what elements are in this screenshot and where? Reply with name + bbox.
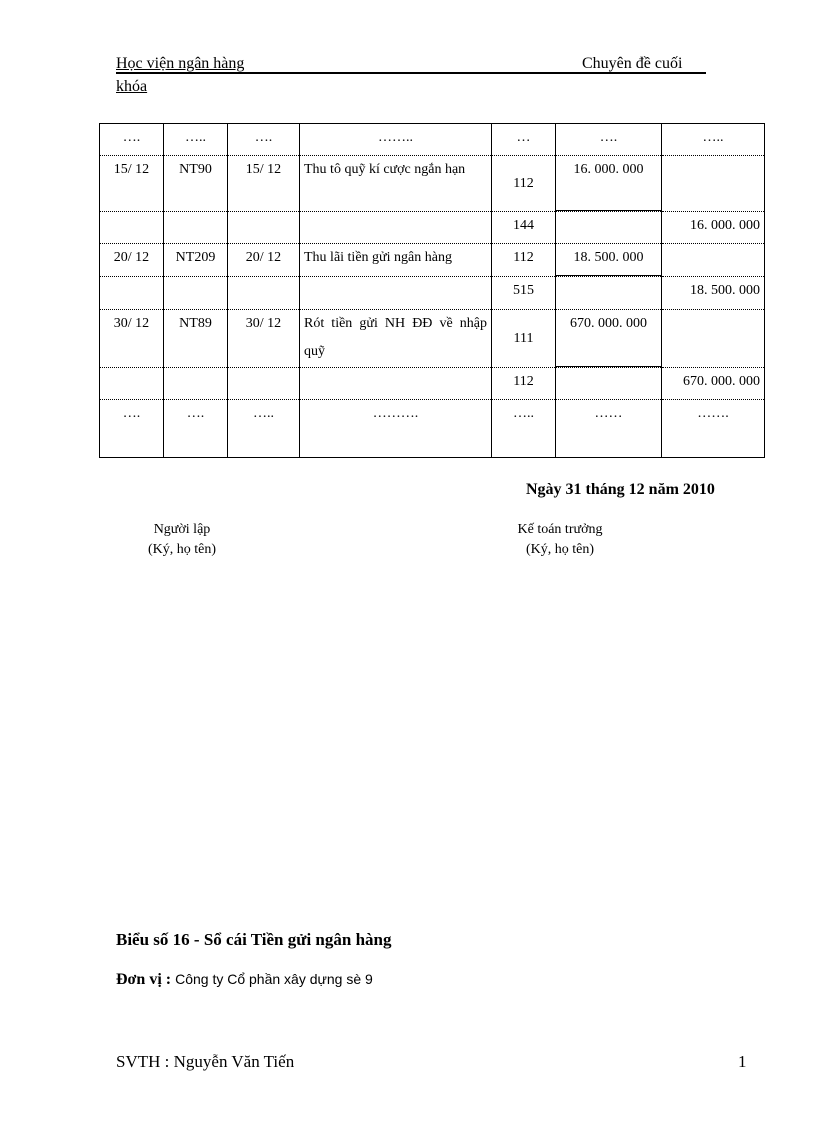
cell-date: 20/ 12 xyxy=(100,244,164,277)
cell-account: … xyxy=(492,124,556,156)
cell-debit xyxy=(556,244,662,277)
cell-debit xyxy=(556,277,662,310)
debit-value: 16. 000. 000 xyxy=(573,162,644,177)
cell-doc-no xyxy=(164,212,228,244)
header-topic-continued: khóa xyxy=(116,78,148,95)
cell-account: 111 xyxy=(492,310,556,368)
cell-doc-date xyxy=(228,368,300,400)
cell-doc-no xyxy=(164,277,228,310)
table-row xyxy=(100,212,765,244)
header-institution: Học viện ngân hàng xyxy=(116,55,245,72)
ledger-table xyxy=(99,123,765,458)
cell-debit: …. xyxy=(556,124,662,156)
cell-date xyxy=(100,212,164,244)
cell-credit: 18. 500. 000 xyxy=(662,277,765,310)
cell-debit xyxy=(556,212,662,244)
cell-doc-date xyxy=(228,277,300,310)
cell-doc-date xyxy=(228,212,300,244)
cell-doc-no: NT89 xyxy=(164,310,228,368)
debit-value: 670. 000. 000 xyxy=(570,316,647,331)
cell-description: Thu tô quỹ kí cược ngắn hạn xyxy=(300,156,492,212)
unit-line xyxy=(116,971,373,989)
cell-doc-date: ….. xyxy=(228,400,300,458)
section-title: Biểu số 16 - Sổ cái Tiền gửi ngân hàng xyxy=(116,930,392,949)
unit-label: Đơn vị : xyxy=(116,971,172,988)
cell-debit xyxy=(556,310,662,368)
cell-credit: 16. 000. 000 xyxy=(662,212,765,244)
header-rule xyxy=(116,72,706,74)
cell-credit: ….. xyxy=(662,124,765,156)
page-number: 1 xyxy=(738,1052,747,1071)
preparer-signature xyxy=(140,520,224,560)
table-row xyxy=(100,124,765,156)
chief-accountant-title: Kế toán trưởng xyxy=(517,522,603,537)
table-row xyxy=(100,244,765,277)
cell-doc-no: NT90 xyxy=(164,156,228,212)
cell-date: 30/ 12 xyxy=(100,310,164,368)
debit-underline xyxy=(556,366,661,367)
cell-description: …….. xyxy=(300,124,492,156)
footer-student: SVTH : Nguyễn Văn Tiến xyxy=(116,1052,295,1071)
cell-doc-no xyxy=(164,368,228,400)
debit-underline xyxy=(556,275,661,276)
chief-accountant-signature xyxy=(500,520,620,560)
debit-underline xyxy=(556,210,661,211)
table-row xyxy=(100,156,765,212)
cell-description: ………. xyxy=(300,400,492,458)
cell-doc-date: 15/ 12 xyxy=(228,156,300,212)
header-topic: Chuyên đề cuối xyxy=(582,55,683,72)
cell-date: …. xyxy=(100,400,164,458)
preparer-title: Người lập xyxy=(153,522,211,537)
cell-debit xyxy=(556,156,662,212)
table-row xyxy=(100,368,765,400)
cell-description: Rót tiền gửi NH ĐĐ về nhập quỹ xyxy=(300,310,492,368)
cell-credit: ……. xyxy=(662,400,765,458)
cell-date xyxy=(100,368,164,400)
cell-credit xyxy=(662,244,765,277)
cell-doc-no: NT209 xyxy=(164,244,228,277)
cell-debit xyxy=(556,368,662,400)
cell-account: 144 xyxy=(492,212,556,244)
date-line: Ngày 31 tháng 12 năm 2010 xyxy=(526,481,715,498)
cell-debit: …… xyxy=(556,400,662,458)
cell-description xyxy=(300,277,492,310)
cell-credit: 670. 000. 000 xyxy=(662,368,765,400)
cell-doc-date: …. xyxy=(228,124,300,156)
cell-description: Thu lãi tiền gửi ngân hàng xyxy=(300,244,492,277)
cell-account: 112 xyxy=(492,244,556,277)
cell-description xyxy=(300,368,492,400)
unit-value: Công ty Cổ phần xây dựng sè 9 xyxy=(175,971,373,987)
table-row xyxy=(100,400,765,458)
cell-doc-no: …. xyxy=(164,400,228,458)
cell-date: 15/ 12 xyxy=(100,156,164,212)
debit-value: 18. 500. 000 xyxy=(573,250,644,265)
table-row xyxy=(100,277,765,310)
table-row xyxy=(100,310,765,368)
cell-credit xyxy=(662,156,765,212)
cell-account: ….. xyxy=(492,400,556,458)
cell-date xyxy=(100,277,164,310)
cell-doc-date: 30/ 12 xyxy=(228,310,300,368)
cell-account: 112 xyxy=(492,156,556,212)
cell-credit xyxy=(662,310,765,368)
cell-account: 515 xyxy=(492,277,556,310)
preparer-note: (Ký, họ tên) xyxy=(147,542,217,557)
cell-doc-no: ….. xyxy=(164,124,228,156)
cell-account: 112 xyxy=(492,368,556,400)
cell-doc-date: 20/ 12 xyxy=(228,244,300,277)
cell-description xyxy=(300,212,492,244)
cell-date: …. xyxy=(100,124,164,156)
chief-accountant-note: (Ký, họ tên) xyxy=(525,542,595,557)
